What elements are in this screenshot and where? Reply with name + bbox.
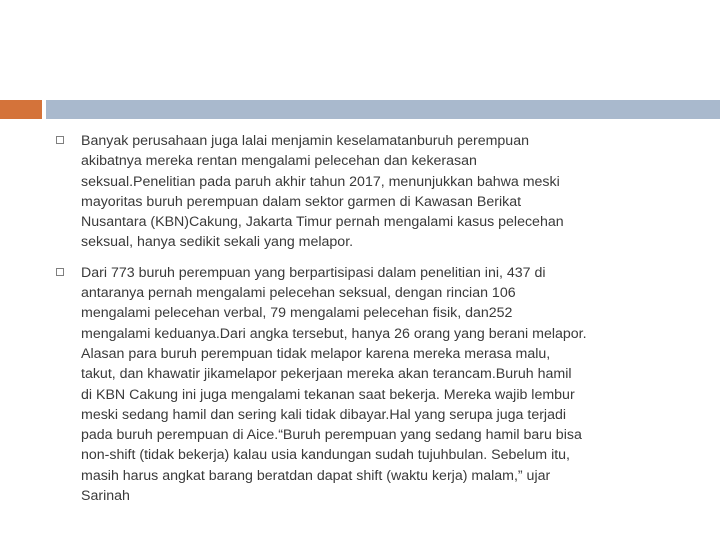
header-bar bbox=[46, 100, 720, 119]
bullet-item bbox=[50, 263, 700, 507]
bullet-text: Banyak perusahaan juga lalai menjamin keselamatanburuh perempuan akibatnya mereka rentan mengalami pelecehan dan kekerasan seksual.Penelitian pada paruh akhir tahun 2017, menunjukkan bahwa meski mayoritas buruh perempuan dalam sektor garmen di Kawasan Berikat Nusantara (KBN)Cakung, Jakarta Timur pernah mengalami kasus pelecehan seksual, hanya sedikit sekali yang melapor. bbox=[81, 133, 564, 251]
bullet-text: Dari 773 buruh perempuan yang berpartisipasi dalam penelitian ini, 437 di antaranya pernah mengalami pelecehan seksual, dengan rincian 106 mengalami pelecehan verbal, 79 mengalami pelecehan fisik, dan252 mengalami keduanya.Dari angka tersebut, hanya 26 orang yang berani melapor. Alasan para buruh perempuan tidak melapor karena mereka merasa malu, takut, dan khawatir jikamelapor pekerjaan mereka akan terancam.Buruh hamil di KBN Cakung ini juga mengalami tekanan saat bekerja. Mereka wajib lembur meski sedang hamil dan sering kali tidak dibayar.Hal yang serupa juga terjadi pada buruh perempuan di Aice.“Buruh perempuan yang sedang hamil baru bisa non-shift (tidak bekerja) kalau usia kandungan sudah tujuhbulan. Sebelum itu, masih harus angkat barang beratdan dapat shift (waktu kerja) malam,” ujar Sarinah bbox=[81, 264, 587, 505]
bullet-item bbox=[50, 131, 700, 253]
header-accent-bar bbox=[0, 100, 42, 119]
square-bullet-icon bbox=[56, 268, 64, 276]
square-bullet-icon bbox=[56, 136, 64, 144]
slide-content bbox=[50, 131, 700, 506]
